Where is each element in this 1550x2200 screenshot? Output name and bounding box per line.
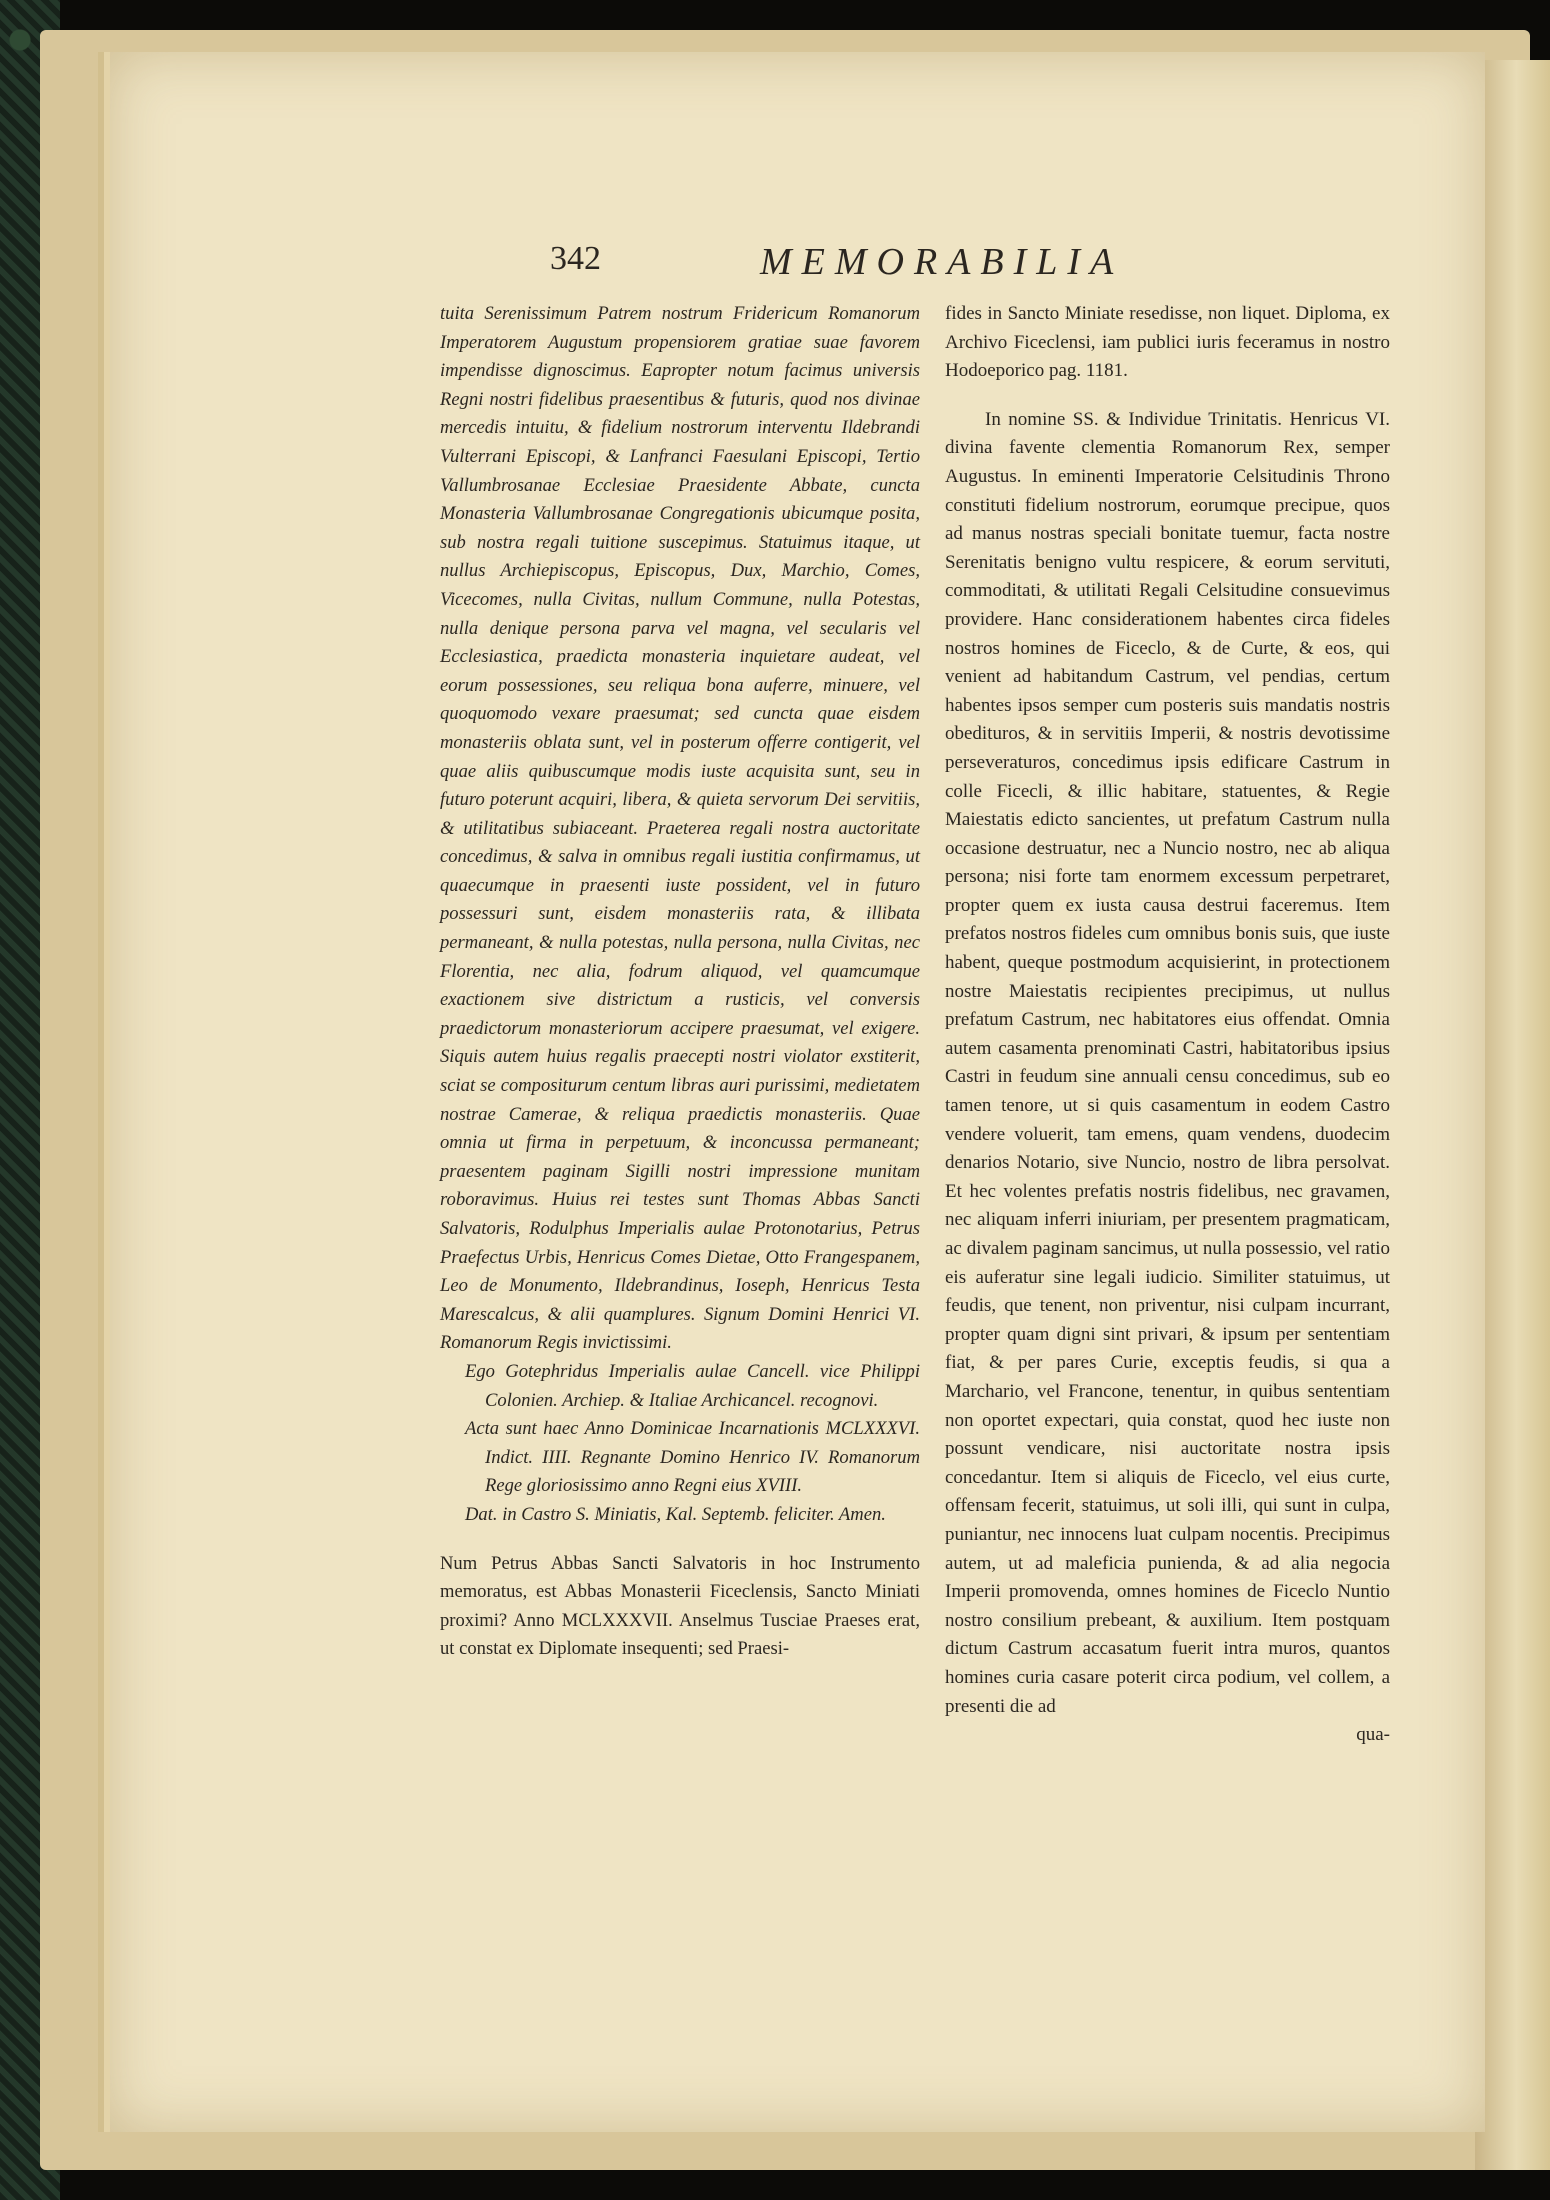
paragraph-gap [440, 1530, 920, 1550]
attestation-dat: Dat. in Castro S. Miniatis, Kal. Septemb. feliciter. Amen. [465, 1503, 886, 1525]
attestation-acta: Acta sunt haec Anno Dominicae Incarnationis MCLXXXVI. Indict. IIII. Regnante Domino Henrico IV. Romanorum Rege gloriosissimo anno Regni eius XVIII. [465, 1418, 920, 1497]
page-number: 342 [550, 240, 601, 277]
catchword: qua- [1356, 1724, 1390, 1746]
diploma-text: In nomine SS. & Individue Trinitatis. Henricus VI. divina favente clementia Romanorum Rex, semper Augustus. In eminenti Imperatorie Celsitudinis Throno constituti fidelium nostrorum, eorumque precipue, quos ad manus nostras speciali bonitate tuemur, facta nostre Serenitatis benigno vultu respicere, & eorum servituti, commoditati, & utilitati Regali Celsitudine consuevimus providere. Hanc considerationem habentes circa fideles nostros homines de Ficeclo, & de Curte, & eos, qui venient ad habitandum Castrum, vel pendias, certum habentes ipsos semper cum posteris suis mandatis nostris obedituros, & in servitiis Imperii, & nostris devotissime perseveraturos, concedimus ipsis edificare Castrum in colle Ficecli, & illic habitare, statuentes, & Regie Maiestatis edicto sancientes, ut prefatum Castrum nulla occasione destruatur, nec a Nuncio nostro, nec ab aliqua persona; nisi forte tam enormem excessum perpetraret, propter quem ex iusta causa destrui faceremus. Item prefatos nostros fideles cum omnibus bonis suis, que iuste habent, queque postmodum acquisierint, in protectionem nostre Maiestatis recipientes precipimus, ut nullus prefatum Castrum, nec habitatores eius offendat. Omnia autem casamenta prenominati Castri, habitatoribus ipsius Castri in feudum sine annuali censu concedimus, sub eo tamen tenore, ut si quis casamentum in eodem Castro vendere voluerit, tam emens, quam vendens, duodecim denarios Notario, sive Nuncio, nostro de libra persolvat. Et hec volentes prefatis nostris fidelibus, nec gravamen, nec aliquam inferri iniuriam, per presentem pragmaticam, ac divalem paginam sancimus, ut nulla possessio, vel ratio eis auferatur sine legali iudicio. Similiter statuimus, ut feudis, que tenent, non priventur, nisi culpam incurrant, propter quam digni sint privari, & ipsum per sententiam fiat, & per pares Curie, exceptis feudis, si qua a Marchario, vel Francone, tenentur, in quibus sententiam non oportet expectari, quia constat, quod hec iuste non possunt vendicare, nisi auctoritate nostra ipsis concedantur. Item si aliquis de Ficeclo, vel eius curte, offensam fecerit, statuimus, ut soli illi, qui sunt in culpa, puniantur, nec innocens luat culpam nocentis. Precipimus autem, ut ad maleficia punienda, & ad alia negocia Imperii promovenda, omnes homines de Ficeclo Nuntio nostro consilium prebeant, & auxilium. Item postquam dictum Castrum accasatum fuerit intra muros, quantos homines curia casare poterit circa podium, vel collem, a presenti die ad [945, 408, 1390, 1717]
attestation-chancellor: Ego Gotephridus Imperialis aulae Cancell. vice Philippi Colonien. Archiep. & Italiae Archicancel. recognovi. [465, 1360, 920, 1411]
facing-page-edge [1475, 60, 1550, 2170]
running-head [550, 240, 1310, 296]
charter-text: tuita Serenissimum Patrem nostrum Fridericum Romanorum Imperatorem Augustum propensiorem gratiae suae favorem impendisse dignoscimus. Eapropter notum facimus universis Regni nostri fidelibus praesentibus & futuris, quod nos divinae mercedis intuitu, & fidelium nostrorum interventu Ildebrandi Vulterrani Episcopi, & Lanfranci Faesulani Episcopi, Tertio Vallumbrosanae Ecclesiae Praesidente Abbate, cuncta Monasteria Vallumbrosanae Congregationis ubicumque posita, sub nostra regali tuitione suscepimus. Statuimus itaque, ut nullus Archiepiscopus, Episcopus, Dux, Marchio, Comes, Vicecomes, nulla Civitas, nullum Commune, nulla Potestas, nulla denique persona parva vel magna, vel secularis vel Ecclesiastica, praedicta monasteria inquietare audeat, vel eorum possessiones, seu reliqua bona auferre, minuere, vel quoquomodo vexare praesumat; sed cuncta quae eisdem monasteriis oblata sunt, vel in posterum offerre contigerit, vel quae aliis quibuscumque modis iuste acquisita sunt, seu in futuro poterunt acquiri, libera, & quieta servorum Dei servitiis, & utilitatibus subiaceant. Praeterea regali nostra auctoritate concedimus, & salva in omnibus regali iustitia confirmamus, ut quaecumque in praesenti iuste possident, vel in futuro possessuri sunt, eisdem monasteriis rata, & illibata permaneant, & nulla potestas, nulla persona, nulla Civitas, nec Florentia, nec alia, fodrum aliquod, vel quamcumque exactionem sive districtum a rusticis, vel conversis praedictorum monasteriorum accipere praesumat, vel exigere. Siquis autem huius regalis praecepti nostri violator exstiterit, sciat se compositurum centum libras auri purissimi, medietatem nostrae Camerae, & reliqua praedictis monasteriis. Quae omnia ut firma in perpetuum, & inconcussa permaneant; praesentem paginam Sigilli nostri impressione munitam roboravimus. Huius rei testes sunt Thomas Abbas Sancti Salvatoris, Rodulphus Imperialis aulae Protonotarius, Petrus Praefectus Urbis, Henricus Comes Dietae, Otto Frangespanem, Leo de Monumento, Ildebrandinus, Ioseph, Henricus Testa Marescalcus, & alii quamplures. Signum Domini Henrici VI. Romanorum Regis invictissimi. [440, 303, 920, 1354]
commentary-paragraph: Num Petrus Abbas Sancti Salvatoris in hoc Instrumento memoratus, est Abbas Monasterii Ficeclensis, Sancto Miniati proximi? Anno MCLXXXVII. Anselmus Tusciae Praeses erat, ut constat ex Diplomate insequenti; sed Praesi- [440, 1552, 920, 1660]
running-title: MEMORABILIA [760, 241, 1124, 283]
right-column [945, 300, 1390, 1750]
continuation-paragraph: fides in Sancto Miniate resedisse, non liquet. Diploma, ex Archivo Ficeclensi, iam publici iuris feceramus in nostro Hodoeporico pag. 1181. [945, 303, 1390, 382]
left-column [440, 300, 920, 1664]
paragraph-gap [945, 386, 1390, 406]
